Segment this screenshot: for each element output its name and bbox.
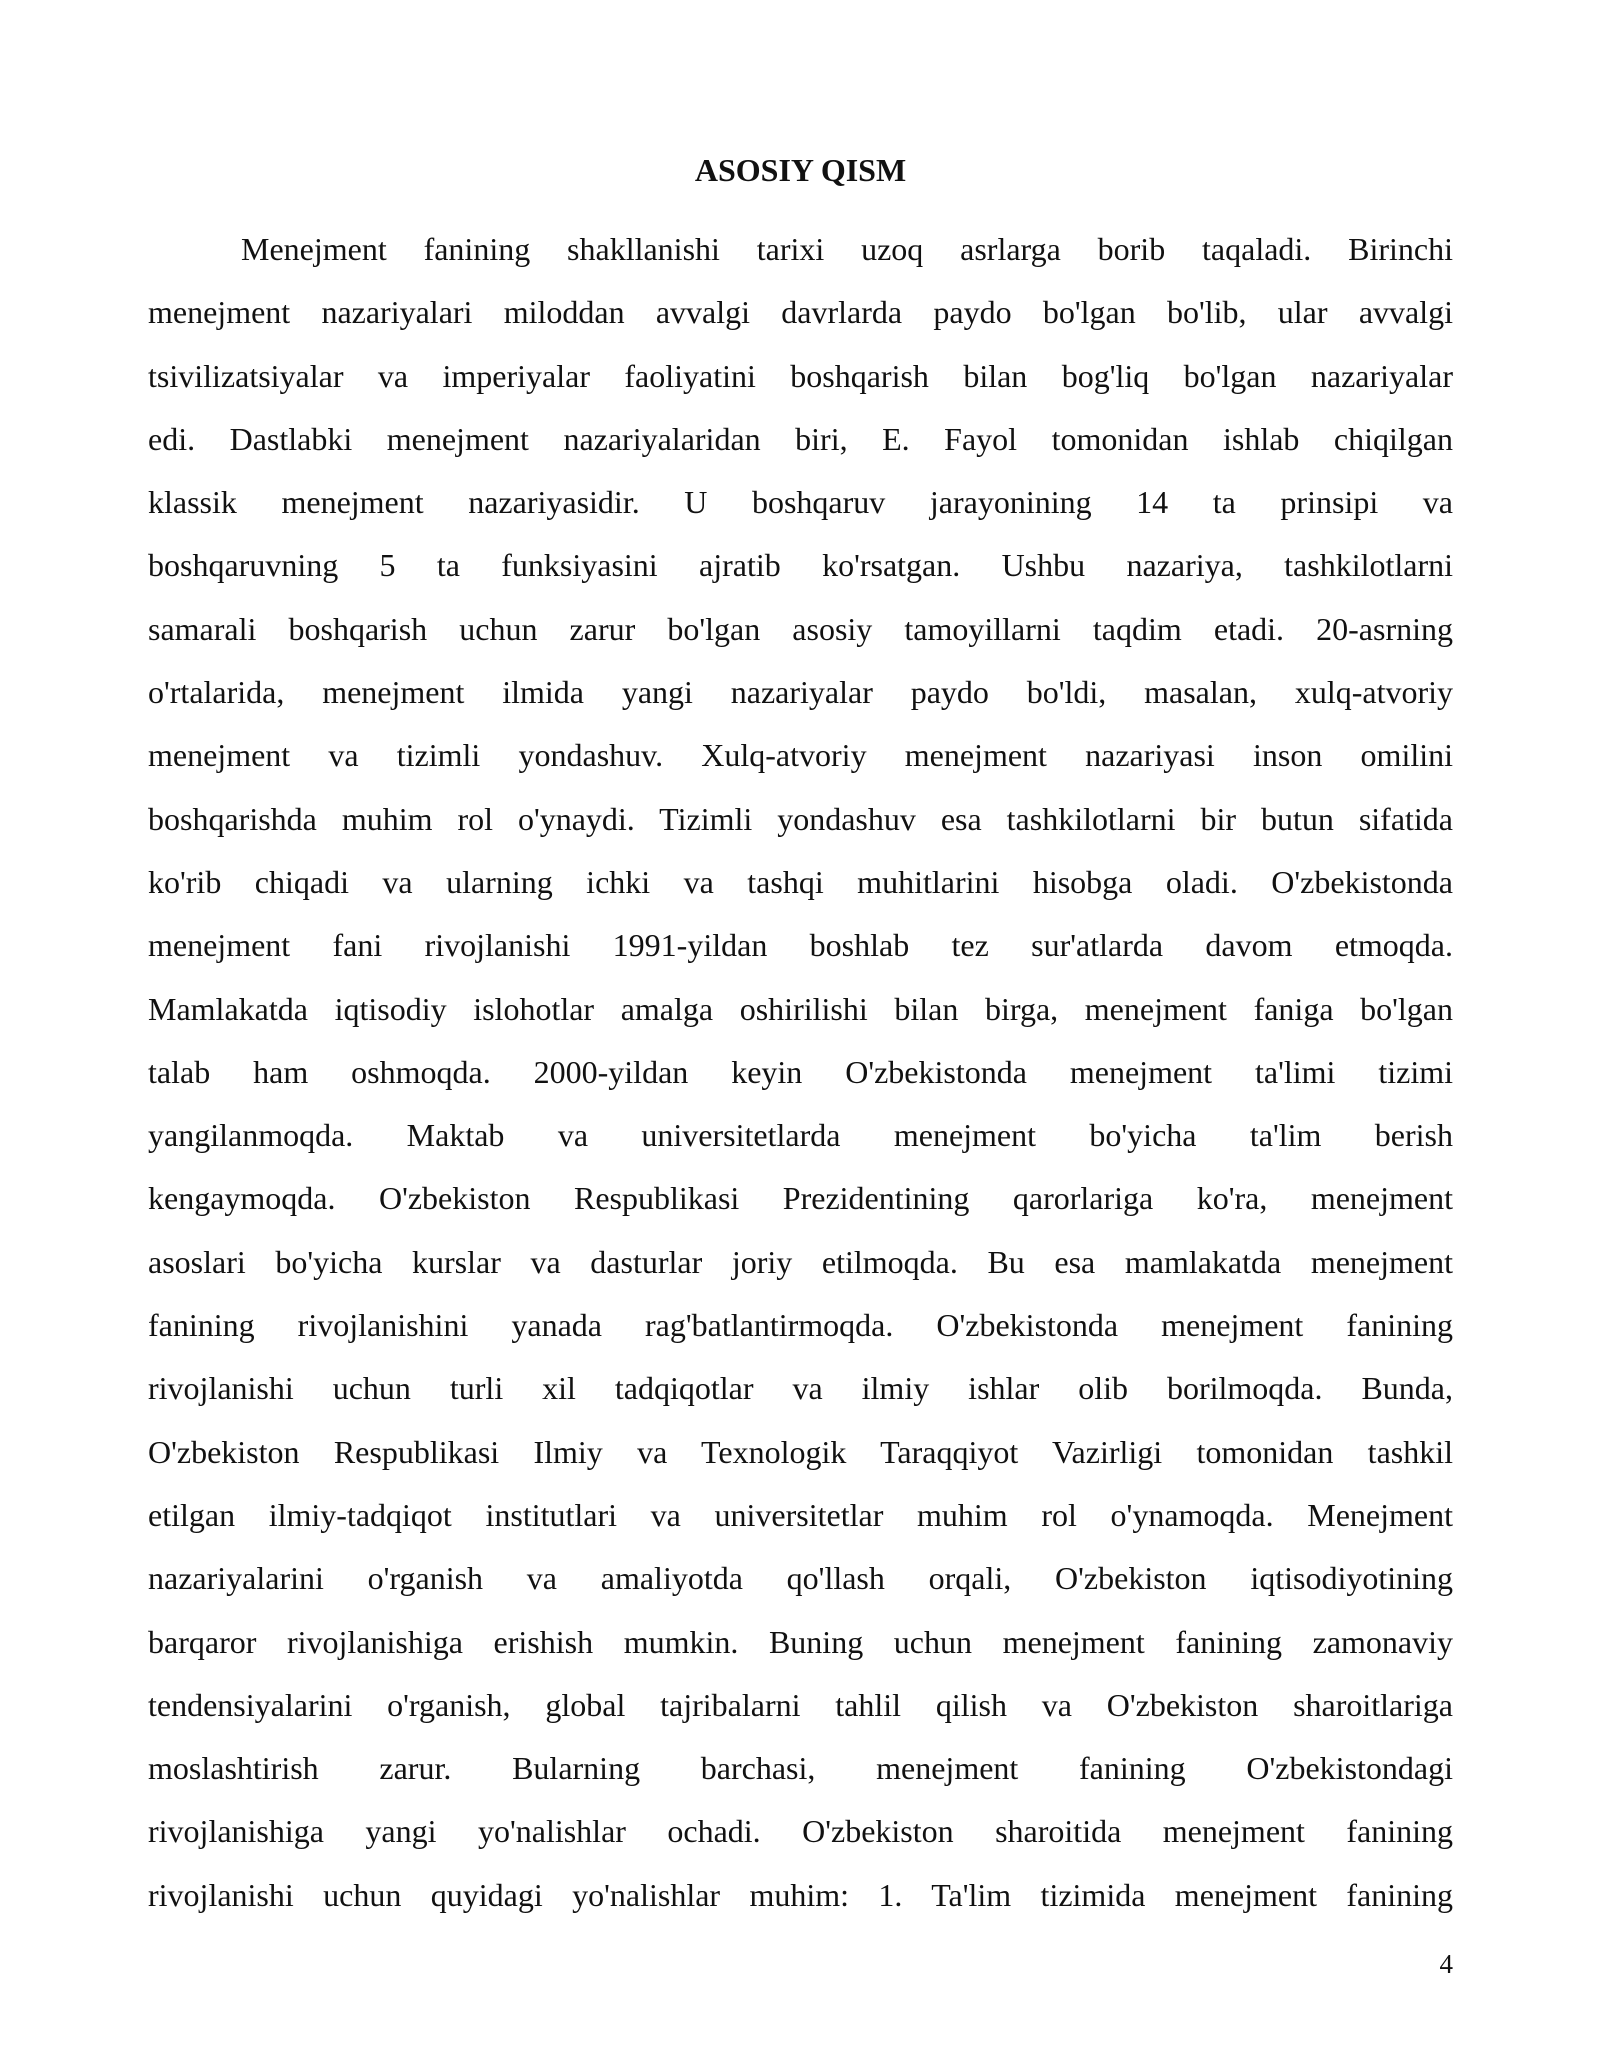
paragraph-line: Menejment fanining shakllanishi tarixi uzoq asrlarga borib taqaladi. Birinchi: [241, 231, 1453, 267]
body-paragraph: [148, 218, 1453, 1927]
paragraph-line: rivojlanishi uchun turli xil tadqiqotlar va ilmiy ishlar olib borilmoqda. Bunda,: [148, 1370, 1453, 1407]
paragraph-line: rivojlanishi uchun quyidagi yo'nalishlar muhim: 1. Ta'lim tizimida menejment fanining: [148, 1876, 1453, 1913]
paragraph-line: etilgan ilmiy-tadqiqot institutlari va universitetlar muhim rol o'ynamoqda. Menejment: [148, 1496, 1453, 1533]
paragraph-line: tendensiyalarini o'rganish, global tajribalarni tahlil qilish va O'zbekiston sharoitlariga: [148, 1686, 1453, 1723]
paragraph-line: edi. Dastlabki menejment nazariyalaridan biri, E. Fayol tomonidan ishlab chiqilgan: [148, 420, 1453, 457]
section-heading: ASOSIY QISM: [694, 152, 907, 188]
paragraph-line: asoslari bo'yicha kurslar va dasturlar joriy etilmoqda. Bu esa mamlakatda menejment: [148, 1243, 1453, 1280]
paragraph-line: boshqaruvning 5 ta funksiyasini ajratib ko'rsatgan. Ushbu nazariya, tashkilotlarni: [148, 547, 1453, 584]
paragraph-line: samarali boshqarish uchun zarur bo'lgan asosiy tamoyillarni taqdim etadi. 20-asrning: [148, 610, 1453, 647]
paragraph-line: o'rtalarida, menejment ilmida yangi nazariyalar paydo bo'ldi, masalan, xulq-atvoriy: [148, 674, 1453, 711]
paragraph-line: ko'rib chiqadi va ularning ichki va tashqi muhitlarini hisobga oladi. O'zbekistonda: [148, 863, 1453, 900]
paragraph-line: boshqarishda muhim rol o'ynaydi. Tizimli yondashuv esa tashkilotlarni bir butun sifatida: [148, 800, 1453, 837]
paragraph-line: talab ham oshmoqda. 2000-yildan keyin O'zbekistonda menejment ta'limi tizimi: [148, 1053, 1453, 1090]
paragraph-line: barqaror rivojlanishiga erishish mumkin. Buning uchun menejment fanining zamonaviy: [148, 1623, 1453, 1660]
paragraph-line: kengaymoqda. O'zbekiston Respublikasi Prezidentining qarorlariga ko'ra, menejment: [148, 1180, 1453, 1217]
paragraph-line: yangilanmoqda. Maktab va universitetlarda menejment bo'yicha ta'lim berish: [148, 1117, 1453, 1154]
paragraph-line: rivojlanishiga yangi yo'nalishlar ochadi. O'zbekiston sharoitida menejment fanining: [148, 1813, 1453, 1850]
paragraph-line: tsivilizatsiyalar va imperiyalar faoliyatini boshqarish bilan bog'liq bo'lgan nazariyalar: [148, 357, 1453, 394]
paragraph-line: nazariyalarini o'rganish va amaliyotda qo'llash orqali, O'zbekiston iqtisodiyotining: [148, 1560, 1453, 1597]
paragraph-line: Mamlakatda iqtisodiy islohotlar amalga oshirilishi bilan birga, menejment faniga bo'lgan: [148, 990, 1453, 1027]
paragraph-line: klassik menejment nazariyasidir. U boshqaruv jarayonining 14 ta prinsipi va: [148, 484, 1453, 521]
paragraph-line: moslashtirish zarur. Bularning barchasi, menejment fanining O'zbekistondagi: [148, 1750, 1453, 1787]
paragraph-line: menejment fani rivojlanishi 1991-yildan boshlab tez sur'atlarda davom etmoqda.: [148, 927, 1453, 964]
paragraph-line: menejment va tizimli yondashuv. Xulq-atvoriy menejment nazariyasi inson omilini: [148, 737, 1453, 774]
paragraph-line: fanining rivojlanishini yanada rag'batlantirmoqda. O'zbekistonda menejment fanining: [148, 1307, 1453, 1344]
paragraph-line: menejment nazariyalari miloddan avvalgi davrlarda paydo bo'lgan bo'lib, ular avvalgi: [148, 294, 1453, 331]
paragraph-line: O'zbekiston Respublikasi Ilmiy va Texnologik Taraqqiyot Vazirligi tomonidan tashkil: [148, 1433, 1453, 1470]
page-number: 4: [1439, 1949, 1453, 1979]
